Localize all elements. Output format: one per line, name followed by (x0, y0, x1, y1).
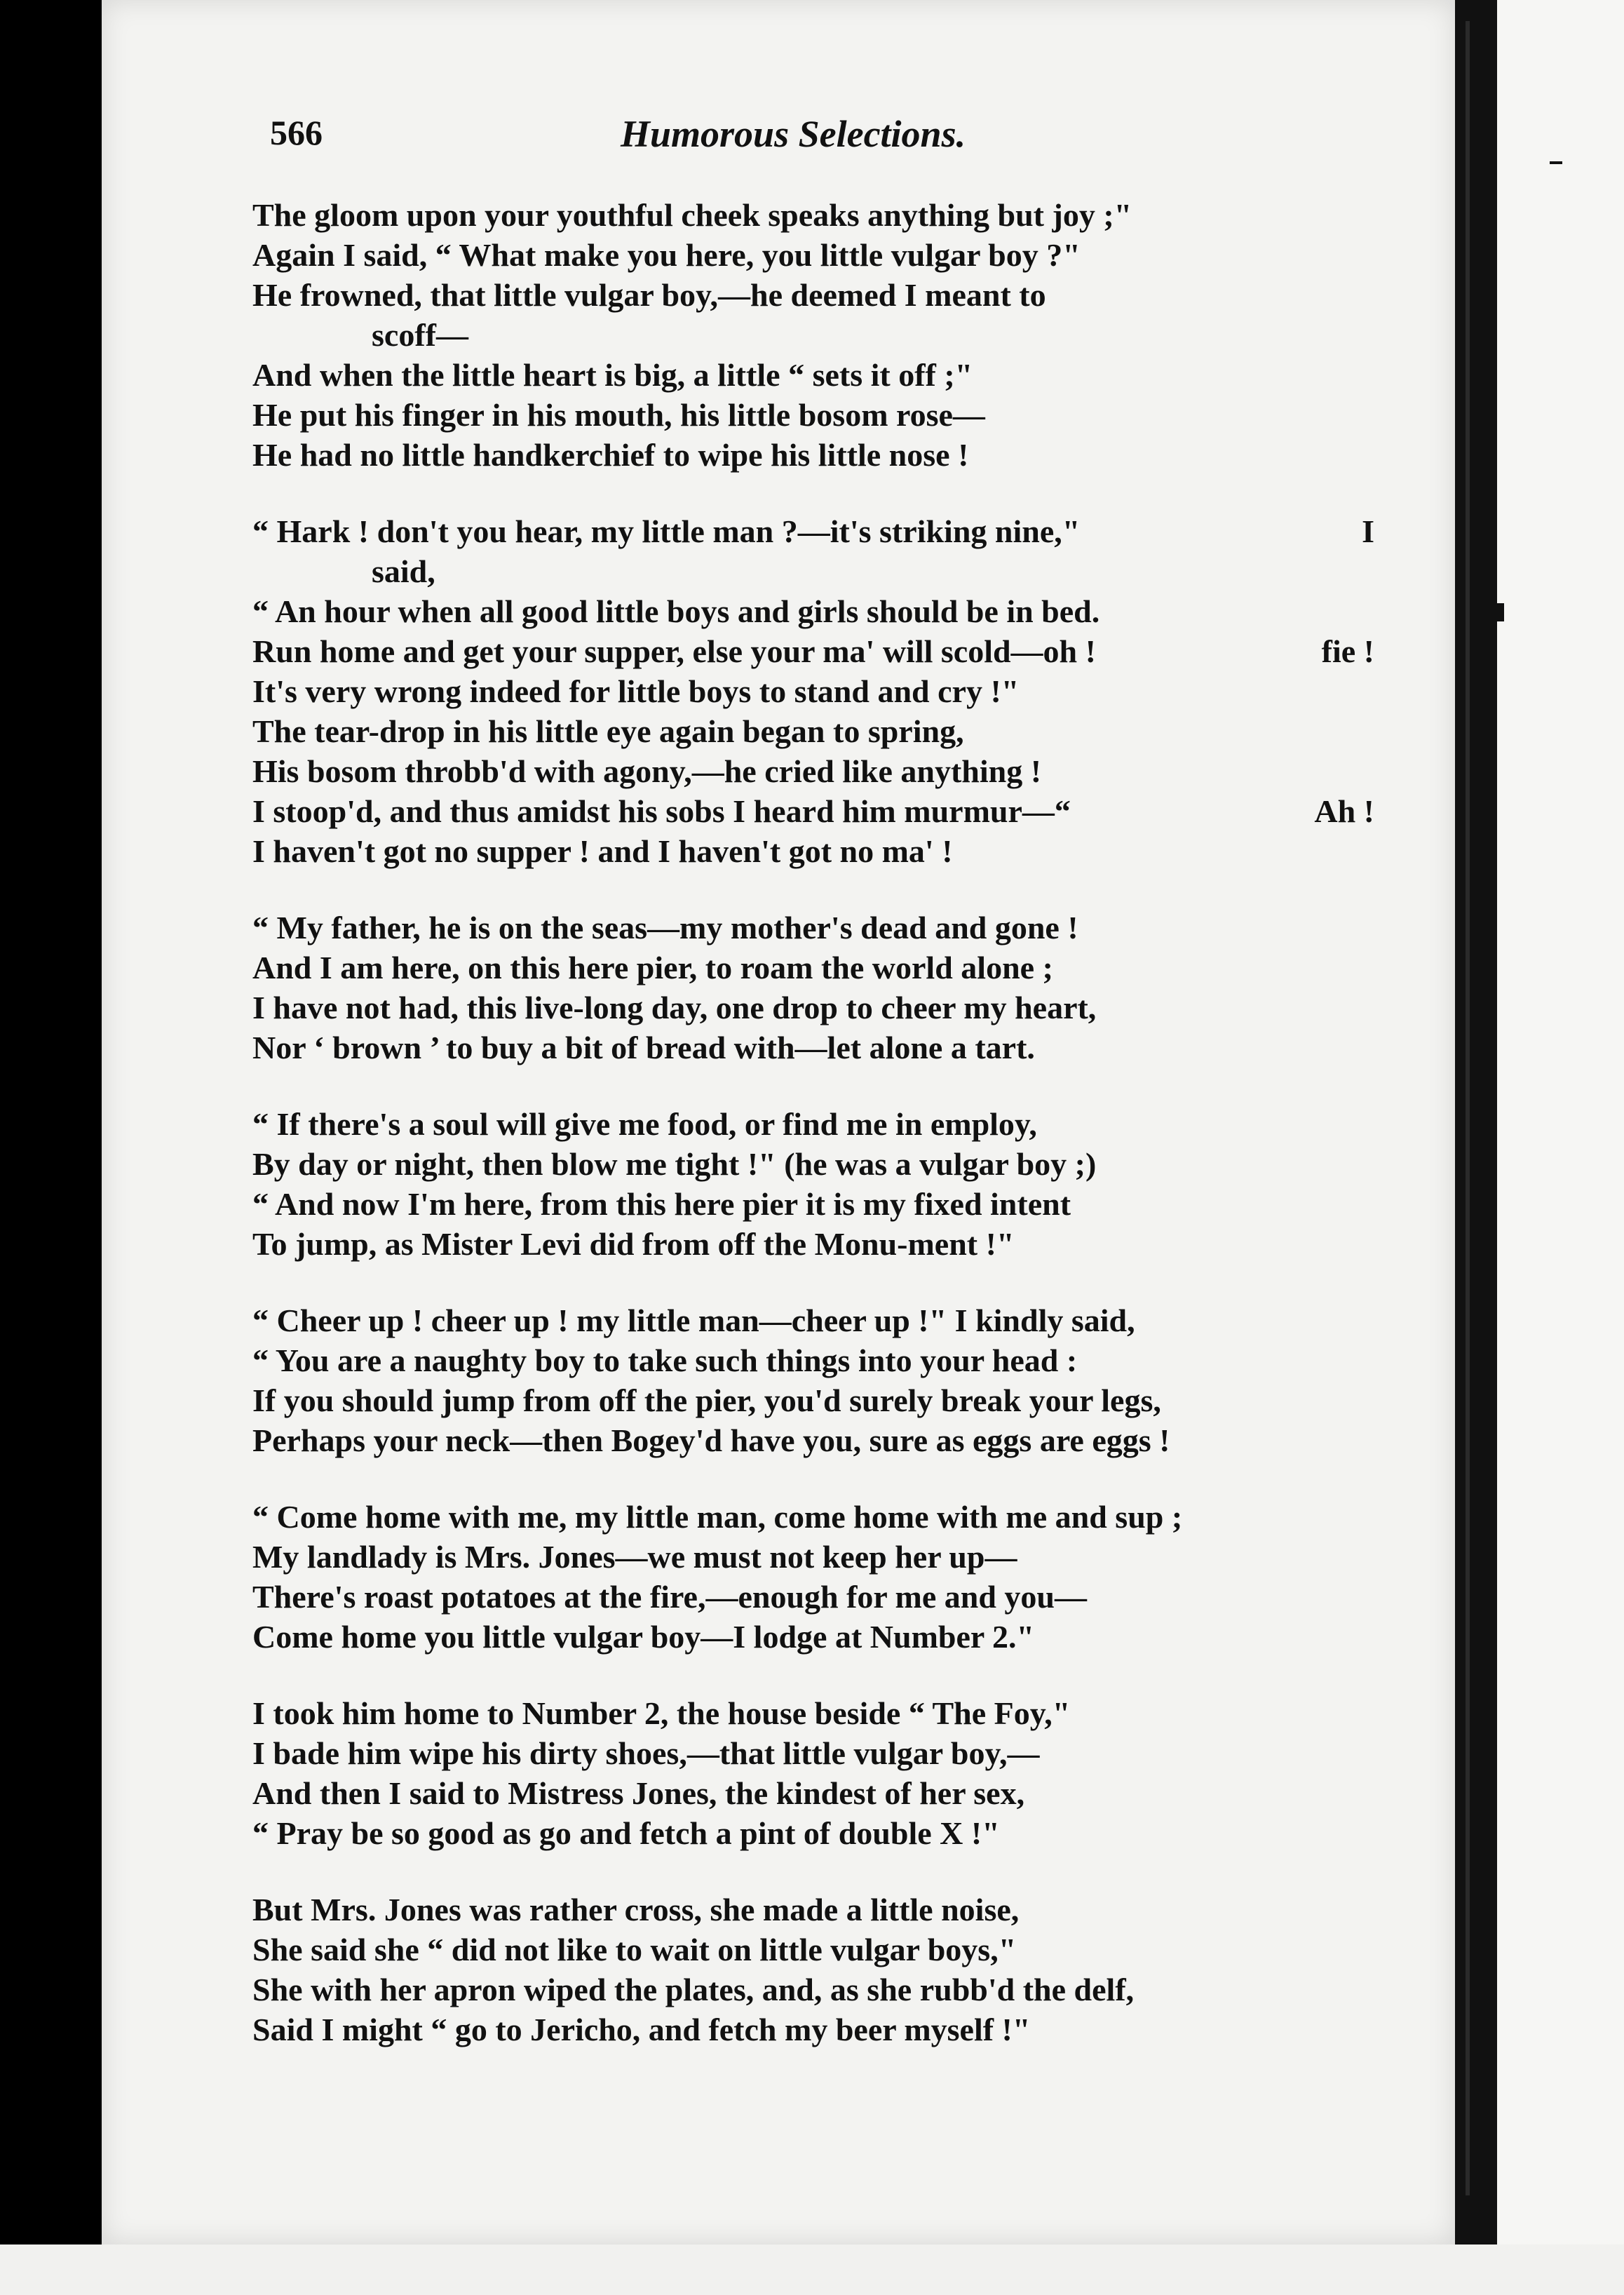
poem-line: I haven't got no supper ! and I haven't got no ma' ! (252, 833, 953, 869)
poem-line: But Mrs. Jones was rather cross, she made a little noise, (252, 1892, 1020, 1927)
poem-line: “ You are a naughty boy to take such things into your head : (252, 1342, 1078, 1378)
poem-line: He had no little handkerchief to wipe his little nose ! (252, 437, 969, 473)
poem-line: He put his finger in his mouth, his little bosom rose— (252, 397, 985, 433)
stanza-2 (252, 511, 1374, 871)
poem-line: It's very wrong indeed for little boys to stand and cry !" (252, 673, 1020, 709)
poem-line: Said I might “ go to Jericho, and fetch my beer myself !" (252, 2012, 1031, 2047)
poem-line: There's roast potatoes at the fire,—enough for me and you— (252, 1579, 1088, 1615)
poem-line: I have not had, this live-long day, one drop to cheer my heart, (252, 990, 1097, 1025)
page-gutter (1455, 0, 1497, 2244)
poem-line: Come home you little vulgar boy—I lodge at Number 2." (252, 1619, 1035, 1655)
poem-line: The gloom upon your youthful cheek speaks anything but joy ;" (252, 197, 1132, 233)
poem-line: “ Pray be so good as go and fetch a pint of double X !" (252, 1815, 1000, 1851)
stanza-8 (252, 1890, 1374, 2050)
poem-line: “ Come home with me, my little man, come home with me and sup ; (252, 1499, 1183, 1535)
running-title: Humorous Selections. (621, 113, 966, 155)
poem-line: By day or night, then blow me tight !" (he was a vulgar boy ;) (252, 1146, 1097, 1182)
poem-line-continuation: scoff— (372, 317, 468, 353)
poem-line: “ And now I'm here, from this here pier it is my fixed intent (252, 1186, 1071, 1222)
poem-line (252, 791, 1374, 831)
stanza-5 (252, 1300, 1374, 1460)
poem-line-part: fie ! (1321, 633, 1374, 669)
poem-line-continuation: said, (372, 553, 435, 589)
poem-line: To jump, as Mister Levi did from off the Monu-ment !" (252, 1226, 1015, 1262)
page-edge-shadow (1466, 21, 1470, 2195)
page-number: 566 (270, 113, 323, 152)
poem-line: “ If there's a soul will give me food, or find me in employ, (252, 1106, 1037, 1142)
stanza-3 (252, 908, 1374, 1068)
poem-line: She with her apron wiped the plates, and, as she rubb'd the delf, (252, 1972, 1135, 2007)
poem-line: I bade him wipe his dirty shoes,—that little vulgar boy,— (252, 1735, 1040, 1771)
poem-line: “ Cheer up ! cheer up ! my little man—cheer up !" I kindly said, (252, 1303, 1135, 1338)
poem-line: Nor ‘ brown ’ to buy a bit of bread with—let alone a tart. (252, 1030, 1035, 1065)
scan-bottom-margin (0, 2244, 1624, 2295)
scan-mark-lower (1480, 1575, 1489, 1591)
poem-body (252, 195, 1374, 2086)
poem-line (252, 631, 1374, 671)
poem-line: “ An hour when all good little boys and girls should be in bed. (252, 593, 1100, 629)
poem-line: If you should jump from off the pier, you'd surely break your legs, (252, 1382, 1161, 1418)
stanza-7 (252, 1693, 1374, 1853)
scan-mark-middle (1497, 603, 1504, 621)
poem-line: And I am here, on this here pier, to roam the world alone ; (252, 950, 1053, 985)
poem-line-part: Ah ! (1314, 793, 1374, 829)
poem-line: And then I said to Mistress Jones, the kindest of her sex, (252, 1775, 1025, 1811)
scan-mark-top (1550, 161, 1562, 164)
poem-line (252, 511, 1374, 551)
poem-line: My landlady is Mrs. Jones—we must not keep her up— (252, 1539, 1017, 1575)
poem-line: Again I said, “ What make you here, you little vulgar boy ?" (252, 237, 1081, 273)
poem-line-part: “ Hark ! don't you hear, my little man ?—it's striking nine," (252, 513, 1081, 549)
poem-line: His bosom throbb'd with agony,—he cried like anything ! (252, 753, 1042, 789)
poem-line: Perhaps your neck—then Bogey'd have you, sure as eggs are eggs ! (252, 1422, 1170, 1458)
page-header (270, 112, 1378, 168)
stanza-6 (252, 1497, 1374, 1657)
poem-line: I took him home to Number 2, the house beside “ The Foy," (252, 1695, 1071, 1731)
poem-line: And when the little heart is big, a little “ sets it off ;" (252, 357, 973, 393)
poem-line: “ My father, he is on the seas—my mother's dead and gone ! (252, 910, 1078, 945)
stanza-1 (252, 195, 1374, 475)
poem-line: The tear-drop in his little eye again began to spring, (252, 713, 964, 749)
poem-line-part: I stoop'd, and thus amidst his sobs I heard him murmur—“ (252, 793, 1071, 829)
facing-page-sliver (1497, 0, 1624, 2244)
poem-line-part: I (1362, 513, 1374, 549)
stanza-4 (252, 1104, 1374, 1264)
poem-line: She said she “ did not like to wait on little vulgar boys," (252, 1932, 1017, 1967)
poem-line-part: Run home and get your supper, else your ma' will scold—oh ! (252, 633, 1096, 669)
poem-line: He frowned, that little vulgar boy,—he deemed I meant to (252, 277, 1046, 313)
